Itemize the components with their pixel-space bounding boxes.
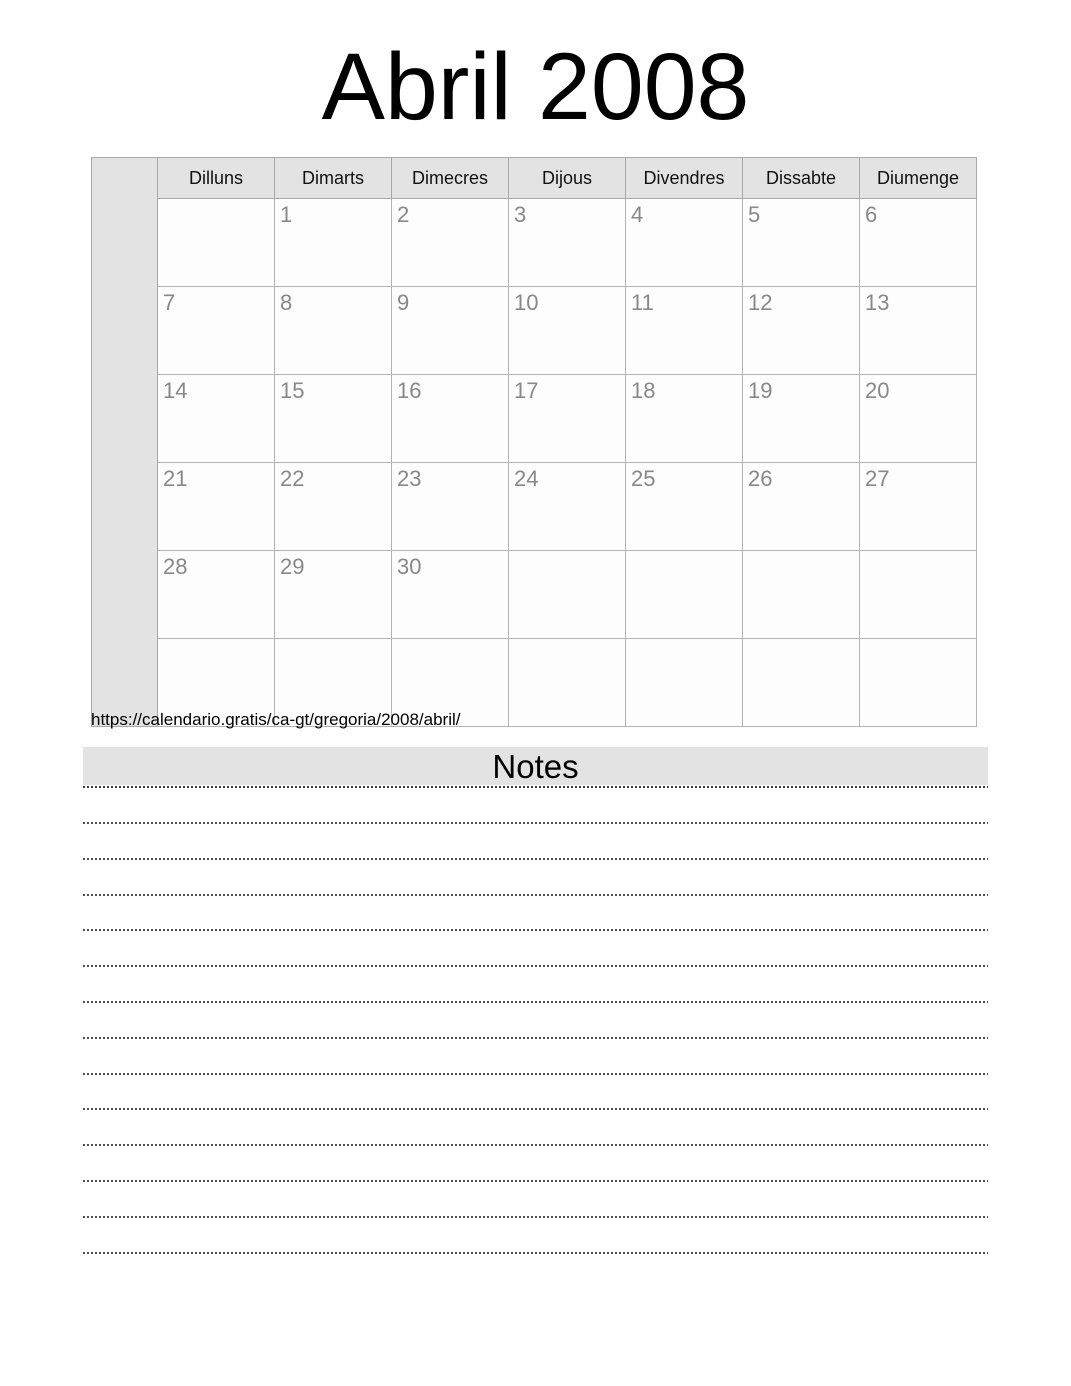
weekday-header-dilluns: Dilluns	[158, 158, 275, 199]
day-cell-empty	[860, 551, 977, 639]
notes-ruled-line	[83, 1073, 988, 1075]
notes-header-underline	[83, 786, 988, 788]
notes-ruled-line	[83, 822, 988, 824]
week-row	[92, 551, 977, 639]
notes-ruled-line	[83, 965, 988, 967]
day-cell-empty	[743, 551, 860, 639]
day-cell-30: 30	[392, 551, 509, 639]
notes-ruled-line	[83, 858, 988, 860]
notes-title: Notes	[492, 748, 579, 785]
day-cell-20: 20	[860, 375, 977, 463]
day-cell-2: 2	[392, 199, 509, 287]
day-cell-empty	[743, 639, 860, 727]
day-cell-18: 18	[626, 375, 743, 463]
day-cell-empty	[626, 639, 743, 727]
weekday-header-dissabte: Dissabte	[743, 158, 860, 199]
day-cell-27: 27	[860, 463, 977, 551]
week-gutter	[92, 158, 158, 727]
notes-ruled-line	[83, 1252, 988, 1254]
notes-ruled-line	[83, 894, 988, 896]
day-cell-21: 21	[158, 463, 275, 551]
day-cell-8: 8	[275, 287, 392, 375]
day-cell-22: 22	[275, 463, 392, 551]
day-cell-7: 7	[158, 287, 275, 375]
weekday-header-dijous: Dijous	[509, 158, 626, 199]
day-cell-19: 19	[743, 375, 860, 463]
day-cell-empty	[509, 639, 626, 727]
day-cell-4: 4	[626, 199, 743, 287]
week-row	[92, 287, 977, 375]
day-cell-29: 29	[275, 551, 392, 639]
day-cell-3: 3	[509, 199, 626, 287]
notes-ruled-line	[83, 1180, 988, 1182]
day-cell-28: 28	[158, 551, 275, 639]
day-cell-5: 5	[743, 199, 860, 287]
week-row	[92, 463, 977, 551]
day-cell-26: 26	[743, 463, 860, 551]
notes-ruled-line	[83, 1216, 988, 1218]
calendar-table	[91, 157, 977, 727]
notes-ruled-line	[83, 1108, 988, 1110]
page-title: Abril 2008	[321, 34, 750, 140]
day-cell-6: 6	[860, 199, 977, 287]
day-cell-15: 15	[275, 375, 392, 463]
day-cell-12: 12	[743, 287, 860, 375]
day-cell-17: 17	[509, 375, 626, 463]
day-cell-25: 25	[626, 463, 743, 551]
day-cell-11: 11	[626, 287, 743, 375]
weekday-header-diumenge: Diumenge	[860, 158, 977, 199]
week-row	[92, 375, 977, 463]
day-cell-empty	[626, 551, 743, 639]
source-url: https://calendario.gratis/ca-gt/gregoria/2008/abril/	[91, 710, 461, 729]
day-cell-23: 23	[392, 463, 509, 551]
day-cell-10: 10	[509, 287, 626, 375]
day-cell-24: 24	[509, 463, 626, 551]
weekday-header-dimarts: Dimarts	[275, 158, 392, 199]
notes-header-bar	[83, 747, 988, 785]
weekday-header-divendres: Divendres	[626, 158, 743, 199]
day-cell-empty	[158, 199, 275, 287]
day-cell-13: 13	[860, 287, 977, 375]
day-cell-14: 14	[158, 375, 275, 463]
day-cell-empty	[860, 639, 977, 727]
notes-ruled-line	[83, 1001, 988, 1003]
day-cell-9: 9	[392, 287, 509, 375]
day-cell-1: 1	[275, 199, 392, 287]
notes-ruled-line	[83, 1037, 988, 1039]
day-cell-empty	[509, 551, 626, 639]
notes-ruled-line	[83, 929, 988, 931]
calendar-header-row	[92, 158, 977, 199]
week-row	[92, 199, 977, 287]
notes-ruled-line	[83, 1144, 988, 1146]
day-cell-16: 16	[392, 375, 509, 463]
weekday-header-dimecres: Dimecres	[392, 158, 509, 199]
